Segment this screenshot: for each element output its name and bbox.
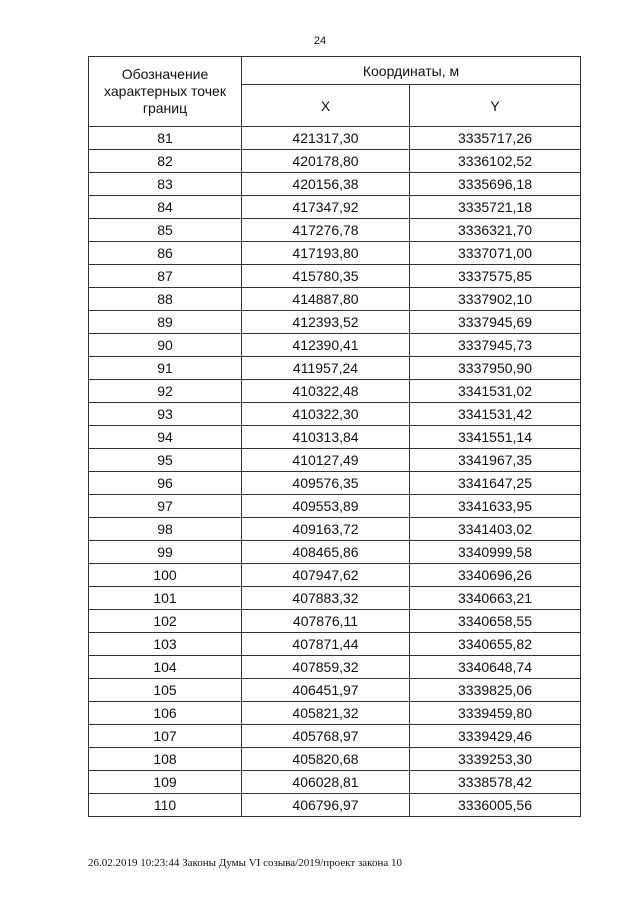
point-number-cell: 85 xyxy=(89,219,242,242)
point-number-cell: 95 xyxy=(89,449,242,472)
x-coordinate-cell: 406028,81 xyxy=(242,771,410,794)
y-coordinate-cell: 3337902,10 xyxy=(410,288,581,311)
table-row xyxy=(89,472,581,495)
y-coordinate-cell: 3337575,85 xyxy=(410,265,581,288)
header-y: Y xyxy=(410,85,581,127)
y-coordinate-cell: 3335696,18 xyxy=(410,173,581,196)
y-coordinate-cell: 3339459,80 xyxy=(410,702,581,725)
y-coordinate-cell: 3341551,14 xyxy=(410,426,581,449)
table-row xyxy=(89,587,581,610)
x-coordinate-cell: 409553,89 xyxy=(242,495,410,518)
table-row xyxy=(89,725,581,748)
x-coordinate-cell: 410313,84 xyxy=(242,426,410,449)
x-coordinate-cell: 421317,30 xyxy=(242,127,410,150)
table-row xyxy=(89,311,581,334)
x-coordinate-cell: 410127,49 xyxy=(242,449,410,472)
x-coordinate-cell: 407947,62 xyxy=(242,564,410,587)
x-coordinate-cell: 417276,78 xyxy=(242,219,410,242)
y-coordinate-cell: 3340999,58 xyxy=(410,541,581,564)
x-coordinate-cell: 408465,86 xyxy=(242,541,410,564)
point-number-cell: 89 xyxy=(89,311,242,334)
x-coordinate-cell: 417347,92 xyxy=(242,196,410,219)
y-coordinate-cell: 3340648,74 xyxy=(410,656,581,679)
y-coordinate-cell: 3341967,35 xyxy=(410,449,581,472)
x-coordinate-cell: 407859,32 xyxy=(242,656,410,679)
point-number-cell: 102 xyxy=(89,610,242,633)
y-coordinate-cell: 3337945,69 xyxy=(410,311,581,334)
y-coordinate-cell: 3340658,55 xyxy=(410,610,581,633)
table-row xyxy=(89,173,581,196)
y-coordinate-cell: 3341633,95 xyxy=(410,495,581,518)
point-number-cell: 84 xyxy=(89,196,242,219)
point-number-cell: 83 xyxy=(89,173,242,196)
table-row xyxy=(89,288,581,311)
point-number-cell: 108 xyxy=(89,748,242,771)
point-number-cell: 94 xyxy=(89,426,242,449)
coordinates-table xyxy=(88,56,581,817)
y-coordinate-cell: 3335717,26 xyxy=(410,127,581,150)
point-number-cell: 92 xyxy=(89,380,242,403)
point-number-cell: 107 xyxy=(89,725,242,748)
table-row xyxy=(89,403,581,426)
x-coordinate-cell: 405768,97 xyxy=(242,725,410,748)
table-row xyxy=(89,610,581,633)
table-row xyxy=(89,265,581,288)
y-coordinate-cell: 3337950,90 xyxy=(410,357,581,380)
page-number: 24 xyxy=(313,35,327,47)
point-number-cell: 86 xyxy=(89,242,242,265)
x-coordinate-cell: 420178,80 xyxy=(242,150,410,173)
x-coordinate-cell: 405820,68 xyxy=(242,748,410,771)
table-header xyxy=(89,57,581,127)
y-coordinate-cell: 3336102,52 xyxy=(410,150,581,173)
header-x: X xyxy=(242,85,410,127)
y-coordinate-cell: 3337071,00 xyxy=(410,242,581,265)
x-coordinate-cell: 414887,80 xyxy=(242,288,410,311)
y-coordinate-cell: 3338578,42 xyxy=(410,771,581,794)
table-row xyxy=(89,357,581,380)
x-coordinate-cell: 406796,97 xyxy=(242,794,410,817)
table-row xyxy=(89,150,581,173)
y-coordinate-cell: 3336321,70 xyxy=(410,219,581,242)
x-coordinate-cell: 409163,72 xyxy=(242,518,410,541)
header-point-label: Обозначение характерных точек границ xyxy=(89,57,242,127)
point-number-cell: 104 xyxy=(89,656,242,679)
y-coordinate-cell: 3339253,30 xyxy=(410,748,581,771)
table-row xyxy=(89,702,581,725)
y-coordinate-cell: 3341403,02 xyxy=(410,518,581,541)
table-row xyxy=(89,679,581,702)
table-row xyxy=(89,541,581,564)
x-coordinate-cell: 406451,97 xyxy=(242,679,410,702)
y-coordinate-cell: 3341531,42 xyxy=(410,403,581,426)
point-number-cell: 98 xyxy=(89,518,242,541)
point-number-cell: 100 xyxy=(89,564,242,587)
table-row xyxy=(89,127,581,150)
y-coordinate-cell: 3341531,02 xyxy=(410,380,581,403)
point-number-cell: 91 xyxy=(89,357,242,380)
point-number-cell: 101 xyxy=(89,587,242,610)
table-row xyxy=(89,748,581,771)
x-coordinate-cell: 415780,35 xyxy=(242,265,410,288)
y-coordinate-cell: 3335721,18 xyxy=(410,196,581,219)
table-row xyxy=(89,633,581,656)
x-coordinate-cell: 409576,35 xyxy=(242,472,410,495)
x-coordinate-cell: 407876,11 xyxy=(242,610,410,633)
x-coordinate-cell: 412393,52 xyxy=(242,311,410,334)
table-row xyxy=(89,219,581,242)
point-number-cell: 88 xyxy=(89,288,242,311)
point-number-cell: 106 xyxy=(89,702,242,725)
table-row xyxy=(89,380,581,403)
point-number-cell: 103 xyxy=(89,633,242,656)
x-coordinate-cell: 417193,80 xyxy=(242,242,410,265)
point-number-cell: 110 xyxy=(89,794,242,817)
x-coordinate-cell: 410322,30 xyxy=(242,403,410,426)
y-coordinate-cell: 3340696,26 xyxy=(410,564,581,587)
table-row xyxy=(89,426,581,449)
table-row xyxy=(89,564,581,587)
point-number-cell: 90 xyxy=(89,334,242,357)
point-number-cell: 109 xyxy=(89,771,242,794)
point-number-cell: 81 xyxy=(89,127,242,150)
table-row xyxy=(89,334,581,357)
table-row xyxy=(89,518,581,541)
point-number-cell: 99 xyxy=(89,541,242,564)
point-number-cell: 96 xyxy=(89,472,242,495)
y-coordinate-cell: 3337945,73 xyxy=(410,334,581,357)
x-coordinate-cell: 407871,44 xyxy=(242,633,410,656)
y-coordinate-cell: 3336005,56 xyxy=(410,794,581,817)
table-row xyxy=(89,771,581,794)
y-coordinate-cell: 3340663,21 xyxy=(410,587,581,610)
header-coordinates-group: Координаты, м xyxy=(242,57,581,85)
point-number-cell: 82 xyxy=(89,150,242,173)
x-coordinate-cell: 412390,41 xyxy=(242,334,410,357)
point-number-cell: 105 xyxy=(89,679,242,702)
y-coordinate-cell: 3341647,25 xyxy=(410,472,581,495)
y-coordinate-cell: 3340655,82 xyxy=(410,633,581,656)
point-number-cell: 97 xyxy=(89,495,242,518)
x-coordinate-cell: 407883,32 xyxy=(242,587,410,610)
x-coordinate-cell: 405821,32 xyxy=(242,702,410,725)
table-row xyxy=(89,196,581,219)
x-coordinate-cell: 410322,48 xyxy=(242,380,410,403)
y-coordinate-cell: 3339429,46 xyxy=(410,725,581,748)
x-coordinate-cell: 420156,38 xyxy=(242,173,410,196)
table-body xyxy=(89,127,581,817)
point-number-cell: 87 xyxy=(89,265,242,288)
footer-stamp: 26.02.2019 10:23:44 Законы Думы VI созыва/2019/проект закона 10 xyxy=(88,857,402,869)
table-row xyxy=(89,495,581,518)
table-row xyxy=(89,656,581,679)
table-row xyxy=(89,794,581,817)
x-coordinate-cell: 411957,24 xyxy=(242,357,410,380)
point-number-cell: 93 xyxy=(89,403,242,426)
table-row xyxy=(89,242,581,265)
y-coordinate-cell: 3339825,06 xyxy=(410,679,581,702)
table-row xyxy=(89,449,581,472)
